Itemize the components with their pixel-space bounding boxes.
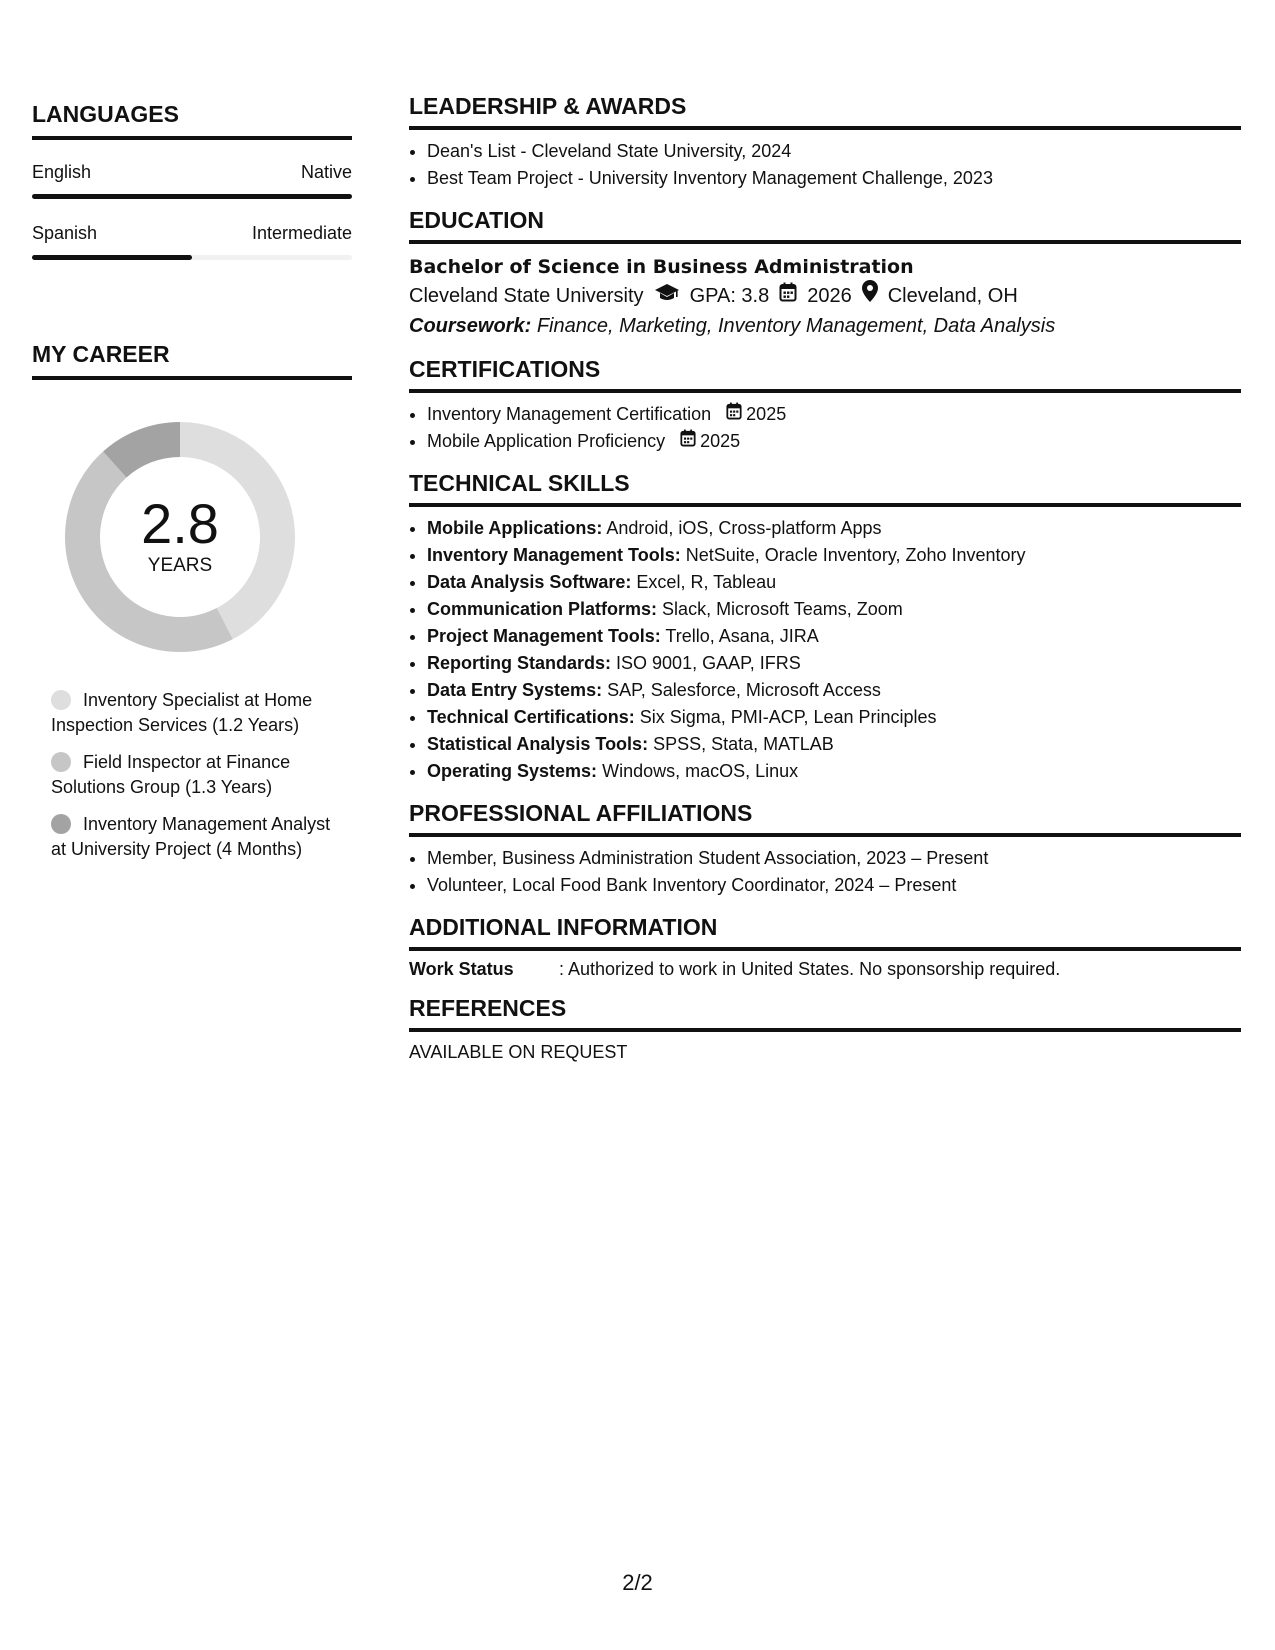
certifications-section bbox=[409, 355, 1241, 455]
skills-list bbox=[409, 515, 1241, 785]
page-number: 2/2 bbox=[622, 1570, 653, 1595]
coursework bbox=[409, 311, 1241, 341]
list-item bbox=[427, 596, 1241, 623]
list-item bbox=[427, 650, 1241, 677]
list-item bbox=[427, 758, 1241, 785]
skill-label: Reporting Standards: bbox=[427, 653, 612, 673]
skills-heading: TECHNICAL SKILLS bbox=[409, 469, 1241, 507]
cert-year: 2025 bbox=[746, 404, 787, 424]
degree-title: Bachelor of Science in Business Administration bbox=[409, 256, 914, 278]
skill-label: Data Entry Systems: bbox=[427, 680, 603, 700]
career-legend-item bbox=[51, 688, 341, 738]
skill-value: NetSuite, Oracle Inventory, Zoho Inventory bbox=[685, 545, 1026, 565]
list-item bbox=[427, 401, 1241, 428]
legend-dot bbox=[51, 814, 71, 834]
references-heading: REFERENCES bbox=[409, 994, 1241, 1032]
list-item bbox=[427, 677, 1241, 704]
affiliations-section bbox=[409, 799, 1241, 899]
career-donut-chart bbox=[65, 422, 295, 652]
cert-name: Mobile Application Proficiency bbox=[427, 431, 666, 451]
legend-dot bbox=[51, 752, 71, 772]
school-location: Cleveland, OH bbox=[887, 284, 1018, 307]
career-legend-item bbox=[51, 750, 341, 800]
skill-value: SPSS, Stata, MATLAB bbox=[653, 734, 834, 754]
affiliations-list bbox=[409, 845, 1241, 899]
gpa: GPA: 3.8 bbox=[689, 284, 770, 307]
additional-info-section bbox=[409, 913, 1241, 980]
career-section bbox=[32, 340, 352, 862]
skill-label: Mobile Applications: bbox=[427, 518, 603, 538]
skill-label: Operating Systems: bbox=[427, 761, 598, 781]
coursework-label: Coursework: bbox=[409, 315, 532, 337]
skill-value: Android, iOS, Cross-platform Apps bbox=[606, 518, 882, 538]
career-entry-label: Field Inspector at Finance Solutions Group (1.3 Years) bbox=[51, 752, 291, 797]
skill-value: SAP, Salesforce, Microsoft Access bbox=[607, 680, 881, 700]
school-name: Cleveland State University bbox=[409, 284, 644, 307]
skill-label: Project Management Tools: bbox=[427, 626, 661, 646]
sidebar bbox=[32, 100, 352, 874]
career-total-value: 2.8 bbox=[141, 492, 219, 555]
skill-value: Six Sigma, PMI-ACP, Lean Principles bbox=[639, 707, 937, 727]
language-proficiency-bar bbox=[32, 255, 352, 260]
career-legend bbox=[51, 688, 341, 862]
list-item: • Member, Business Administration Student Association, 2023 – Present bbox=[427, 845, 1241, 872]
education-meta bbox=[409, 280, 1241, 311]
language-name: Spanish bbox=[32, 223, 98, 243]
leadership-section bbox=[409, 92, 1241, 192]
career-legend-item bbox=[51, 812, 341, 862]
work-status bbox=[409, 959, 1241, 980]
certifications-list bbox=[409, 401, 1241, 455]
language-item bbox=[32, 162, 352, 199]
list-item: • Volunteer, Local Food Bank Inventory Coordinator, 2024 – Present bbox=[427, 872, 1241, 899]
graduation-cap-icon bbox=[654, 281, 680, 311]
certifications-heading: CERTIFICATIONS bbox=[409, 355, 1241, 393]
additional-info-heading: ADDITIONAL INFORMATION bbox=[409, 913, 1241, 951]
list-item: • Best Team Project - University Inventory Management Challenge, 2023 bbox=[427, 165, 1241, 192]
skill-value: Slack, Microsoft Teams, Zoom bbox=[662, 599, 903, 619]
language-level: Intermediate bbox=[251, 223, 352, 243]
calendar-icon bbox=[726, 401, 742, 428]
cert-year: 2025 bbox=[700, 431, 741, 451]
education-heading: EDUCATION bbox=[409, 206, 1241, 244]
cert-date bbox=[680, 428, 740, 455]
language-level: Native bbox=[300, 162, 352, 182]
skill-label: Communication Platforms: bbox=[427, 599, 658, 619]
list-item bbox=[427, 428, 1241, 455]
skill-value: Excel, R, Tableau bbox=[636, 572, 777, 592]
references-section bbox=[409, 994, 1241, 1063]
list-item bbox=[427, 515, 1241, 542]
list-item bbox=[427, 542, 1241, 569]
language-name: English bbox=[32, 162, 92, 182]
career-entry-label: Inventory Management Analyst at University Project (4 Months) bbox=[51, 814, 331, 859]
donut-center-label bbox=[65, 494, 295, 578]
language-proficiency-fill bbox=[32, 255, 192, 260]
cert-date bbox=[726, 401, 786, 428]
career-entry-label: Inventory Specialist at Home Inspection Services (1.2 Years) bbox=[51, 690, 313, 735]
work-status-label: Work Status bbox=[409, 959, 514, 979]
education-section bbox=[409, 206, 1241, 341]
affiliations-heading: PROFESSIONAL AFFILIATIONS bbox=[409, 799, 1241, 837]
graduation-year: 2026 bbox=[807, 284, 852, 307]
calendar-icon bbox=[779, 281, 797, 311]
language-proficiency-bar bbox=[32, 194, 352, 199]
skill-value: ISO 9001, GAAP, IFRS bbox=[616, 653, 801, 673]
language-item bbox=[32, 223, 352, 260]
skill-label: Inventory Management Tools: bbox=[427, 545, 681, 565]
skills-section bbox=[409, 469, 1241, 785]
map-pin-icon bbox=[862, 280, 878, 311]
legend-dot bbox=[51, 690, 71, 710]
list-item bbox=[427, 731, 1241, 758]
coursework-value: Finance, Marketing, Inventory Management, Data Analysis bbox=[536, 315, 1056, 337]
skill-label: Data Analysis Software: bbox=[427, 572, 632, 592]
skill-label: Technical Certifications: bbox=[427, 707, 635, 727]
career-heading: MY CAREER bbox=[32, 340, 352, 380]
main-content bbox=[409, 92, 1241, 1077]
work-status-value: : Authorized to work in United States. No sponsorship required. bbox=[559, 959, 1061, 979]
list-item: • Dean's List - Cleveland State University, 2024 bbox=[427, 138, 1241, 165]
list-item bbox=[427, 704, 1241, 731]
skill-value: Trello, Asana, JIRA bbox=[665, 626, 819, 646]
references-text: AVAILABLE ON REQUEST bbox=[409, 1042, 628, 1062]
skill-label: Statistical Analysis Tools: bbox=[427, 734, 649, 754]
languages-section bbox=[32, 100, 352, 260]
languages-heading: LANGUAGES bbox=[32, 100, 352, 140]
career-total-unit: YEARS bbox=[147, 555, 213, 576]
list-item bbox=[427, 623, 1241, 650]
leadership-heading: LEADERSHIP & AWARDS bbox=[409, 92, 1241, 130]
cert-name: Inventory Management Certification bbox=[427, 404, 712, 424]
list-item bbox=[427, 569, 1241, 596]
language-proficiency-fill bbox=[32, 194, 352, 199]
skill-value: Windows, macOS, Linux bbox=[602, 761, 799, 781]
leadership-list bbox=[409, 138, 1241, 192]
calendar-icon bbox=[680, 428, 696, 455]
